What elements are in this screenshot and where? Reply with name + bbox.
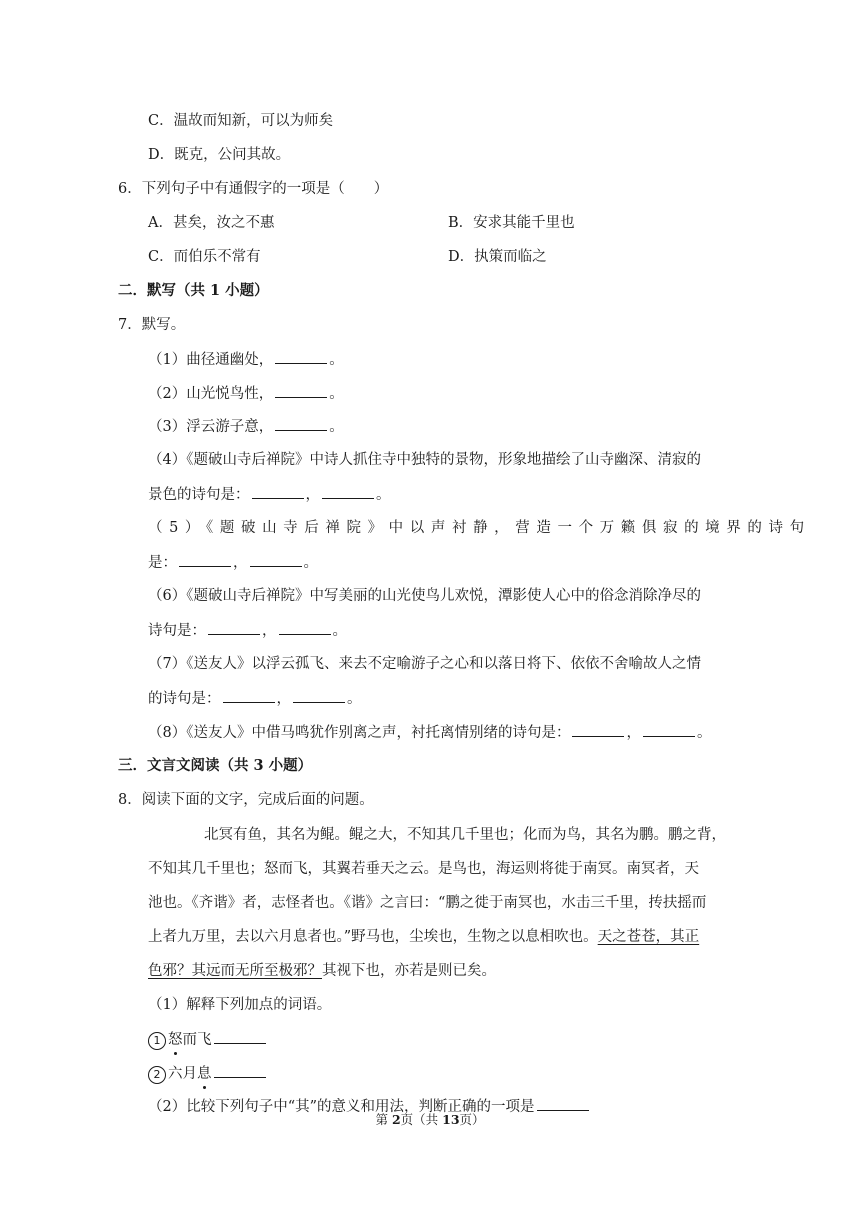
q7-item-7-end: 。 [347,691,362,707]
item-number-circle: 2 [148,1066,166,1084]
q7-item-8-text: （8）《送友人》中借马鸣犹作别离之声，衬托离情别绪的诗句是： [148,725,571,741]
answer-blank[interactable] [293,688,345,703]
passage-line-4-text: 上者九万里，去以六月息者也。”野马也，尘埃也，生物之以息相吹也。 [148,929,598,945]
answer-blank[interactable] [275,383,327,398]
q7-item-7-line-1: （7）《送友人》以浮云孤飞、来去不定喻游子之心和以落日将下、依依不舍喻故人之情 [148,656,701,672]
q7-item-6-sep: ， [262,623,277,639]
q7-item-2 [148,383,344,404]
passage-line-2: 不知其几千里也；怒而飞，其翼若垂天之云。是鸟也，海运则将徙于南冥。南冥者，天 [148,861,699,877]
item-number-circle: 1 [148,1032,166,1050]
q7-item-8-sep: ， [626,725,641,741]
answer-blank[interactable] [208,620,260,635]
q5-option-d: D．既克，公问其故。 [148,147,291,163]
q8-item-2 [148,1063,268,1084]
passage-line-5 [148,961,496,981]
passage-line-1: 北冥有鱼，其名为鲲。鲲之大，不知其几千里也；化而为鸟，其名为鹏。鹏之背， [204,827,726,843]
footer-suffix: 页） [459,1112,485,1127]
q7-item-6-text: 诗句是： [148,623,206,639]
answer-blank[interactable] [275,349,327,364]
q6-option-d: D．执策而临之 [448,249,547,265]
answer-blank[interactable] [214,1029,266,1044]
section-3-title: 三．文言文阅读（共 3 小题） [118,757,313,774]
section-2-title: 二．默写（共 1 小题） [118,282,269,299]
passage-line-5-text: 其视下也，亦若是则已矣。 [322,963,496,979]
q7-item-4-end: 。 [376,487,391,503]
footer-prefix: 第 [375,1112,392,1127]
q7-item-5-line-1: （5）《题破山寺后禅院》中以声衬静，营造一个万籁俱寂的境界的诗句 [148,520,811,536]
q7-item-5-sep: ， [233,555,248,571]
underlined-sentence: 色邪？其远而无所至极邪？ [148,963,322,979]
q6-option-b: B．安求其能千里也 [448,215,575,231]
q7-item-4-line-2 [148,484,391,505]
answer-blank[interactable] [537,1096,589,1111]
answer-blank[interactable] [179,552,231,567]
passage-line-3: 池也。《齐谐》者，志怪者也。《谐》之言曰：“鹏之徙于南冥也，水击三千里，抟扶摇而 [148,895,707,911]
q5-option-c: C．温故而知新，可以为师矣 [148,113,334,129]
q7-item-3 [148,416,344,437]
footer-middle: 页（共 [400,1112,443,1127]
q6-stem: 6．下列句子中有通假字的一项是（ ） [118,181,389,197]
answer-blank[interactable] [572,722,624,737]
q7-item-6-line-1: （6）《题破山寺后禅院》中写美丽的山光使鸟儿欢悦，潭影使人心中的俗念消除净尽的 [148,588,701,604]
q7-item-2-end: 。 [329,386,344,402]
page-total: 13 [442,1112,460,1127]
q7-item-5-text: 是： [148,555,177,571]
answer-blank[interactable] [279,620,331,635]
q8-item-1-text: 而飞 [182,1032,212,1048]
q7-item-3-text: （3）浮云游子意， [148,419,274,435]
q7-item-7-text: 的诗句是： [148,691,221,707]
q7-item-1-end: 。 [329,352,344,368]
q7-item-1 [148,349,344,370]
q7-item-7-line-2 [148,688,362,709]
q8-item-1 [148,1029,268,1050]
answer-blank[interactable] [214,1063,266,1078]
q7-item-8 [148,722,711,743]
answer-blank[interactable] [322,484,374,499]
passage-line-4 [148,927,699,947]
dotted-word: 怒 [168,1032,183,1048]
q7-item-8-end: 。 [696,725,712,741]
q7-item-4-line-1: （4）《题破山寺后禅院》中诗人抓住寺中独特的景物，形象地描绘了山寺幽深、清寂的 [148,452,701,468]
q7-item-4-sep: ， [305,487,320,503]
q7-item-6-end: 。 [332,623,347,639]
answer-blank[interactable] [275,416,327,431]
answer-blank[interactable] [252,484,304,499]
page-number: 2 [391,1112,401,1127]
q7-item-7-sep: ， [276,691,291,707]
answer-blank[interactable] [643,722,695,737]
q7-item-2-text: （2）山光悦鸟性， [148,386,274,402]
q7-item-3-end: 。 [329,419,344,435]
answer-blank[interactable] [250,552,302,567]
page-footer [0,1112,860,1128]
q8-sub-1: （1）解释下列加点的词语。 [148,997,332,1013]
q8-sub-2-text: （2）比较下列句子中“其”的意义和用法，判断正确的一项是 [148,1099,535,1115]
q7-item-5-end: 。 [303,555,318,571]
q7-item-4-text: 景色的诗句是： [148,487,250,503]
q8-item-2-text: 六月 [168,1066,197,1082]
q7-stem: 7．默写。 [118,317,186,333]
q7-item-6-line-2 [148,620,347,641]
q6-option-a: A．甚矣，汝之不惠 [148,215,275,231]
dotted-word: 息 [197,1066,212,1082]
q7-item-5-line-2 [148,552,318,573]
q7-item-1-text: （1）曲径通幽处， [148,352,274,368]
q8-stem: 8．阅读下面的文字，完成后面的问题。 [118,792,374,808]
q6-option-c: C．而伯乐不常有 [148,249,261,265]
answer-blank[interactable] [223,688,275,703]
underlined-sentence: 天之苍苍，其正 [597,929,700,945]
